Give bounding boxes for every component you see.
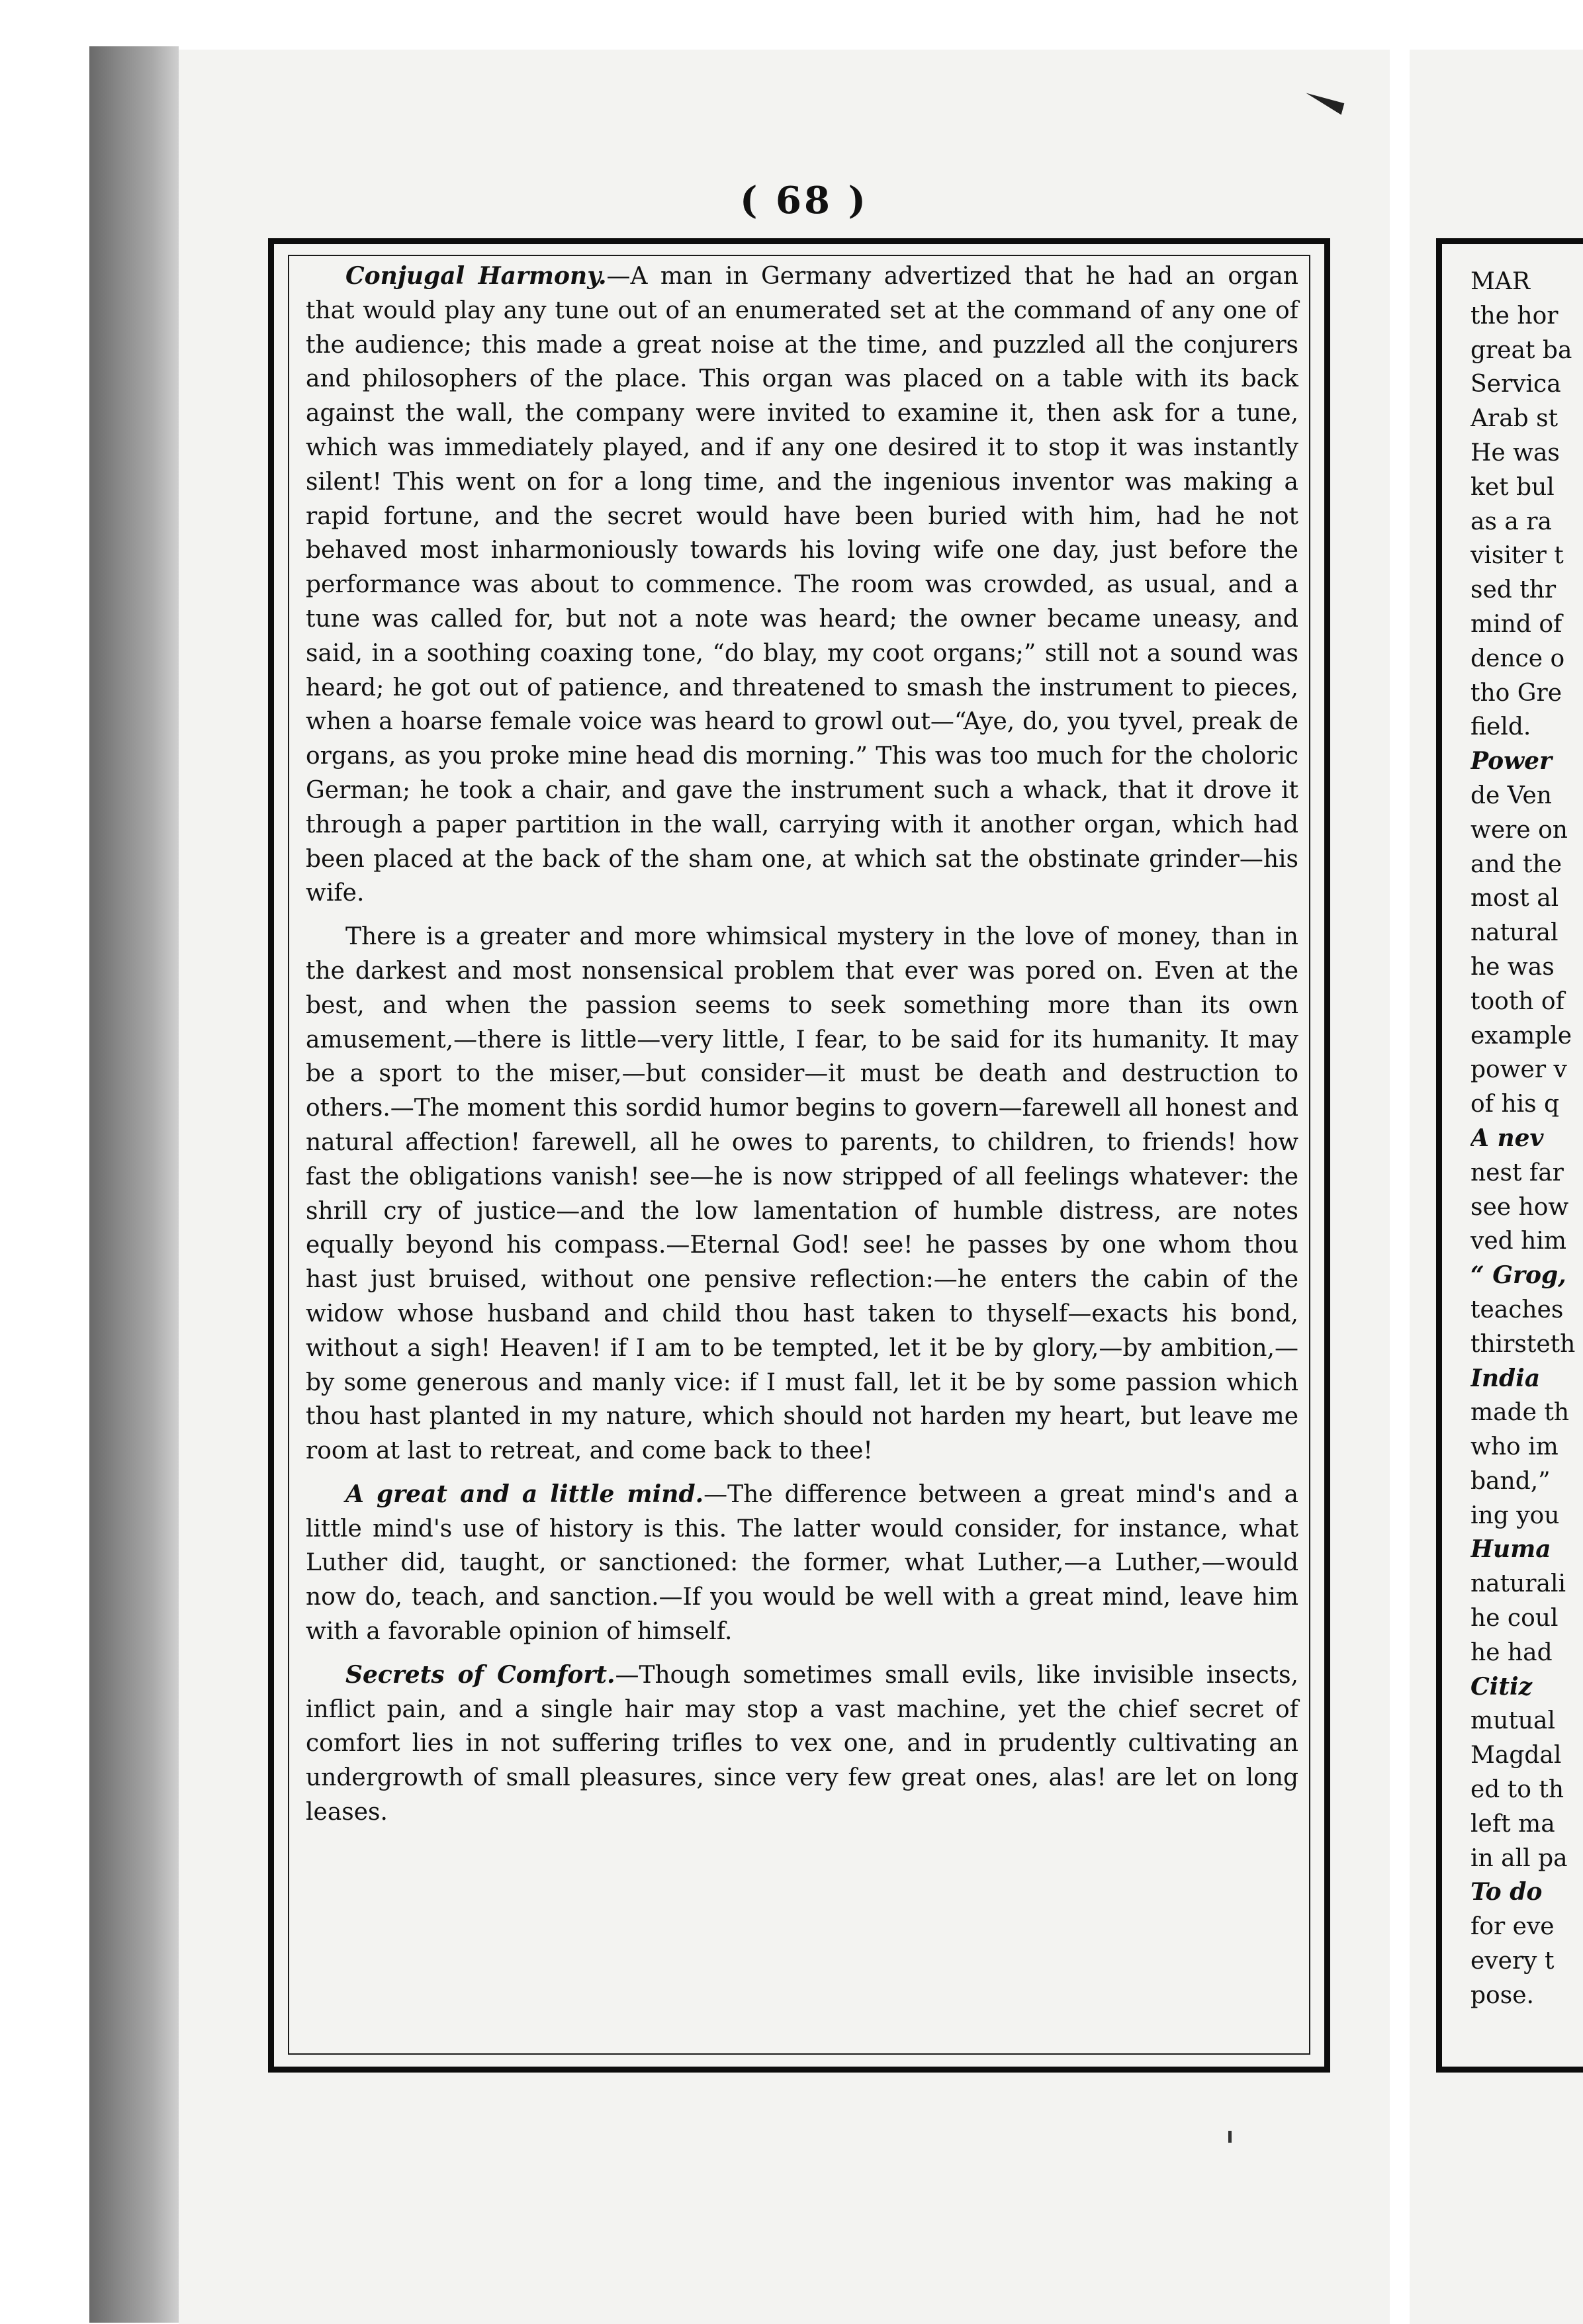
adjacent-page-line: most al [1470, 885, 1559, 913]
scan-background [0, 0, 99, 2324]
adjacent-page-line: mutual [1470, 1707, 1555, 1735]
adjacent-page-line: left ma [1470, 1810, 1555, 1838]
paragraph-heading: Secrets of Comfort. [345, 1660, 615, 1689]
page-number: ( 68 ) [740, 179, 868, 222]
adjacent-page-line: tooth of [1470, 987, 1564, 1015]
adjacent-page-line: Arab st [1470, 405, 1559, 433]
adjacent-page-line: MAR [1470, 268, 1530, 295]
paragraph-heading: Conjugal Harmony. [345, 262, 607, 290]
adjacent-page-line: India [1470, 1364, 1541, 1392]
adjacent-page-line: the hor [1470, 302, 1559, 330]
ink-speck [1228, 2131, 1232, 2143]
paragraph-text: —Though sometimes small evils, like invisible insects, inflict pain, and a single hair may stop a vast machine, yet the chief secret of comfort lies in not suffering trifles to vex one, and in prudently cultivating an undergrowth of small pleasures, since very few great ones, alas! are let on long leases. [306, 1661, 1298, 1826]
adjacent-page-line: every t [1470, 1947, 1555, 1975]
adjacent-page-line: sed thr [1470, 576, 1557, 604]
adjacent-page-line: Power [1470, 747, 1552, 776]
paragraph-heading: A great and a little mind. [345, 1480, 704, 1508]
adjacent-page-line: dence o [1470, 645, 1565, 672]
adjacent-page-line: for eve [1470, 1913, 1555, 1941]
adjacent-page-line: teaches [1470, 1296, 1564, 1323]
paragraph-great-little-mind [306, 1478, 1298, 1649]
adjacent-page-line: see how [1470, 1193, 1569, 1221]
adjacent-page-line: To do [1470, 1878, 1543, 1906]
adjacent-page-line: Servica [1470, 371, 1561, 398]
adjacent-page-line: ing you [1470, 1501, 1560, 1529]
adjacent-page-line: made th [1470, 1399, 1570, 1427]
adjacent-page-text [1470, 265, 1583, 2013]
adjacent-page-line: natural [1470, 919, 1559, 947]
paragraph-love-of-money [306, 920, 1298, 1468]
adjacent-page-line: ket bul [1470, 473, 1555, 501]
adjacent-page-line: Huma [1470, 1535, 1551, 1564]
adjacent-page-line: ed to th [1470, 1776, 1564, 1804]
adjacent-page-line: of his q [1470, 1091, 1560, 1118]
adjacent-page-line: tho Gre [1470, 679, 1562, 707]
adjacent-page-line: mind of [1470, 610, 1562, 638]
adjacent-page-line: nest far [1470, 1159, 1564, 1186]
adjacent-page-line: A nev [1470, 1124, 1544, 1152]
paragraph-text: —A man in Germany advertized that he had an organ that would play any tune out of an enumerated set at the command of any one of the audience; this made a great noise at the time, and puzzled all the conjurers and philosophers of the place. This organ was placed on a table with its back against the wall, the company were invited to examine it, then ask for a tune, which was immediately played, and if any one desired it to stop it was instantly silent! This went on for a long time, and the ingenious inventor was making a rapid fortune, and the secret would have been buried with him, had he not behaved most inharmoniously towards his loving wife one day, just before the performance was about to commence. The room was crowded, as usual, and a tune was called for, but not a note was heard; the owner became uneasy, and said, in a soothing coaxing tone, “do blay, my coot organs;” still not a sound was heard; he got out of patience, and threatened to smash the instrument to pieces, when a hoarse female voice was heard to growl out—“Aye, do, you tyvel, preak de organs, as you proke mine head dis morning.” This was too much for the choloric German; he took a chair, and gave the instrument such a whack, that it drove it through a paper partition in the wall, carrying with it another organ, which had been placed at the back of the sham one, at which sat the obstinate grinder—his wife. [306, 263, 1298, 907]
adjacent-page-line: example [1470, 1022, 1572, 1050]
adjacent-page-line: who im [1470, 1433, 1559, 1461]
adjacent-page-line: pose. [1470, 1981, 1534, 2009]
adjacent-page-line: he had [1470, 1638, 1553, 1666]
adjacent-page-line: ved him [1470, 1228, 1566, 1255]
paragraph-text: There is a greater and more whimsical mystery in the love of money, than in the darkest and most nonsensical problem that ever was pored on. Even at the best, and when the passion seems to seek something more than its own amusement,—there is little—very little, I fear, to be said for its humanity. It may be a sport to the miser,—but consider—it must be death and destruction to others.—The moment this sordid humor begins to govern—farewell all honest and natural affection! farewell, all he owes to parents, to children, to friends! how fast the obligations vanish! see—he is now stripped of all feelings whatever: the shrill cry of justice—and the low lamentation of humble distress, are notes equally beyond his compass.—Eternal God! see! he passes by one whom thou hast just bruised, without one pensive reflection:—he enters the cabin of the widow whose husband and child thou hast taken to thyself—exacts his bond, without a sigh! Heaven! if I am to be tempted, let it be by glory,—by ambition,—by some generous and manly vice: if I must fall, let it be by some passion which thou hast planted in my nature, which should not harden my heart, but leave me room at last to retreat, and come back to thee! [306, 923, 1298, 1465]
adjacent-page-line: in all pa [1470, 1844, 1568, 1872]
adjacent-page-line: Magdal [1470, 1742, 1562, 1769]
adjacent-page-line: He was [1470, 439, 1560, 467]
adjacent-page-line: naturali [1470, 1570, 1566, 1598]
adjacent-page-line: were on [1470, 816, 1568, 844]
article-body [306, 259, 1298, 1839]
adjacent-page-line: visiter t [1470, 542, 1564, 570]
paragraph-text: —The difference between a great mind's and a little mind's use of history is this. The latter would consider, for instance, what Luther did, taught, or sanctioned: the former, what Luther,—a Luther,—would now do, teach, and sanction.—If you would be well with a great mind, leave him with a favorable opinion of himself. [306, 1480, 1298, 1646]
adjacent-page-line: band,” [1470, 1467, 1551, 1495]
adjacent-page-line: de Ven [1470, 782, 1552, 809]
paragraph-secrets-of-comfort [306, 1658, 1298, 1830]
adjacent-page-line: “ Grog, [1470, 1261, 1566, 1290]
paragraph-conjugal-harmony [306, 259, 1298, 911]
adjacent-page-line: power v [1470, 1056, 1567, 1084]
adjacent-page-line: Citiz [1470, 1672, 1533, 1701]
adjacent-page-line: thirsteth [1470, 1330, 1576, 1358]
adjacent-page-line: he was [1470, 953, 1555, 981]
adjacent-page-line: as a ra [1470, 508, 1552, 535]
adjacent-page-line: field. [1470, 713, 1531, 741]
adjacent-page-line: he coul [1470, 1605, 1559, 1632]
adjacent-page-line: great ba [1470, 336, 1572, 364]
book-binding [89, 46, 179, 2323]
adjacent-page-line: and the [1470, 850, 1562, 878]
